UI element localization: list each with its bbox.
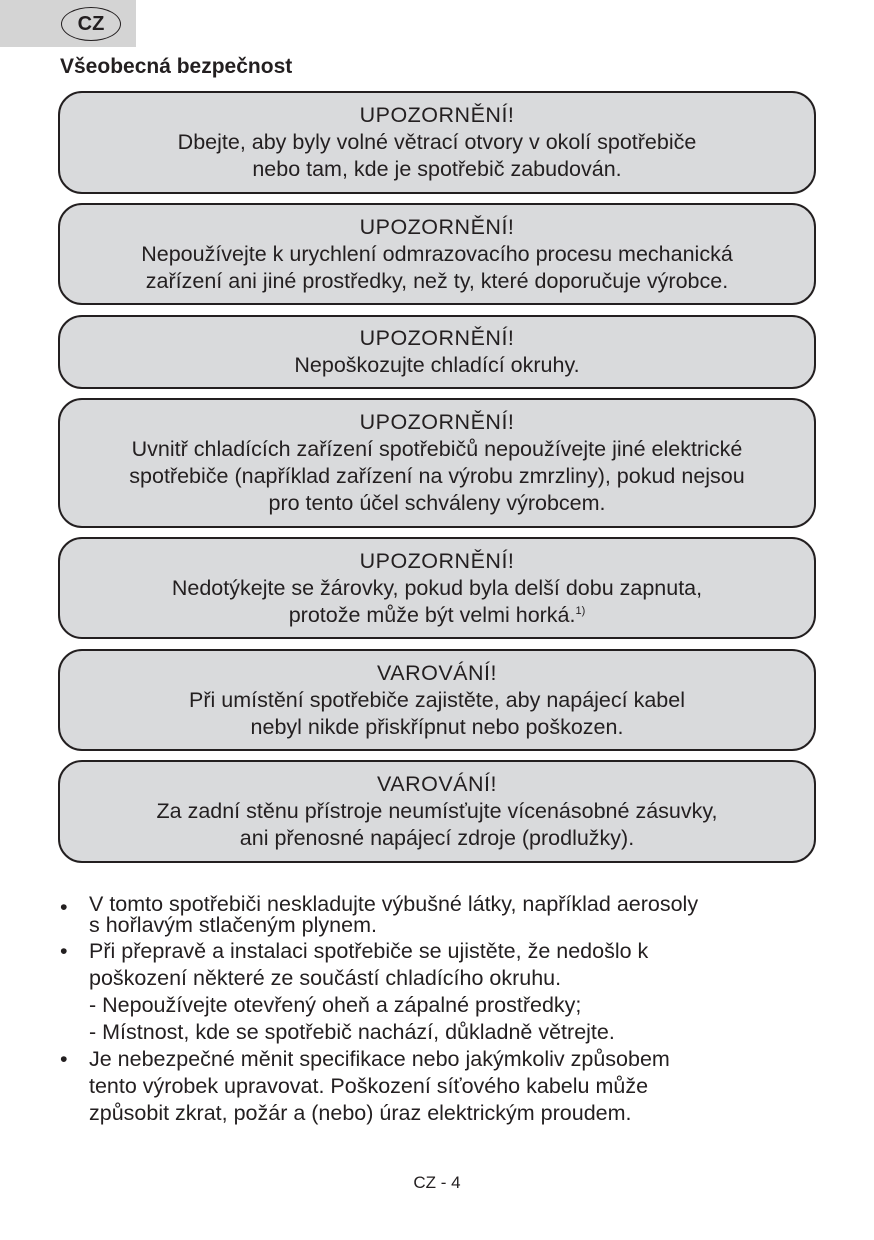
list-text: Při přepravě a instalaci spotřebiče se ujistěte, že nedošlo k [89,939,649,963]
footnote-ref: 1) [575,604,586,617]
warning-text: Nedotýkejte se žárovky, pokud byla delší dobu zapnuta, [171,575,703,600]
warning-heading: UPOZORNĚNÍ! [359,214,515,239]
bullet: • [60,939,68,963]
list-text: V tomto spotřebiči neskladujte výbušné látky, například aerosoly [89,892,699,916]
list-item [60,1046,820,1127]
caution-text: nebyl nikde přiskřípnut nebo poškozen. [250,714,624,739]
list-text: poškození některé ze součástí chladícího okruhu. [89,966,562,990]
warning-text: Nepoužívejte k urychlení odmrazovacího procesu mechanická [141,241,733,266]
caution-heading: VAROVÁNÍ! [377,772,497,796]
caution-box [58,760,816,863]
warning-box [58,203,816,305]
warning-text: Dbejte, aby byly volné větrací otvory v okolí spotřebiče [177,130,697,154]
caution-text: Při umístění spotřebiče zajistěte, aby napájecí kabel [189,687,685,712]
page-number: CZ - 4 [413,1173,461,1192]
warning-heading: UPOZORNĚNÍ! [359,548,515,573]
warning-box [58,315,816,389]
list-text: - Místnost, kde se spotřebič nachází, důkladně větrejte. [89,1020,615,1044]
list-text: způsobit zkrat, požár a (nebo) úraz elektrickým proudem. [89,1101,632,1125]
warning-heading: UPOZORNĚNÍ! [359,410,515,434]
warning-box [58,398,816,528]
caution-text: Za zadní stěnu přístroje neumísťujte vícenásobné zásuvky, [156,799,718,823]
caution-heading: VAROVÁNÍ! [377,660,497,685]
list-item [60,938,820,1046]
warning-text: Uvnitř chladících zařízení spotřebičů nepoužívejte jiné elektrické [131,437,743,461]
list-text: tento výrobek upravovat. Poškození síťového kabelu může [89,1074,649,1098]
list-text: s hořlavým stlačeným plynem. [89,913,377,937]
language-badge: CZ [61,7,121,41]
warning-box [58,91,816,194]
warning-text: Nepoškozujte chladící okruhy. [294,353,580,377]
list-text: - Nepoužívejte otevřený oheň a zápalné prostředky; [89,993,582,1017]
bullet: • [60,1047,68,1071]
warning-box [58,537,816,639]
section-title: Všeobecná bezpečnost [60,55,293,78]
warning-text: zařízení ani jiné prostředky, než ty, které doporučuje výrobce. [145,268,729,293]
caution-text: ani přenosné napájecí zdroje (prodlužky). [239,826,635,850]
warning-text: protože může být velmi horká. [288,602,576,627]
language-tab [0,0,136,47]
bullet: • [60,895,68,919]
list-item [60,894,820,936]
warning-heading: UPOZORNĚNÍ! [359,326,515,350]
warning-heading: UPOZORNĚNÍ! [359,103,515,127]
warning-text: spotřebiče (například zařízení na výrobu zmrzliny), pokud nejsou [129,464,745,488]
list-text: Je nebezpečné měnit specifikace nebo jakýmkoliv způsobem [89,1047,670,1071]
warning-text: nebo tam, kde je spotřebič zabudován. [252,157,622,181]
warning-text: pro tento účel schváleny výrobcem. [268,491,606,515]
caution-box [58,649,816,751]
safety-list [60,894,820,1127]
